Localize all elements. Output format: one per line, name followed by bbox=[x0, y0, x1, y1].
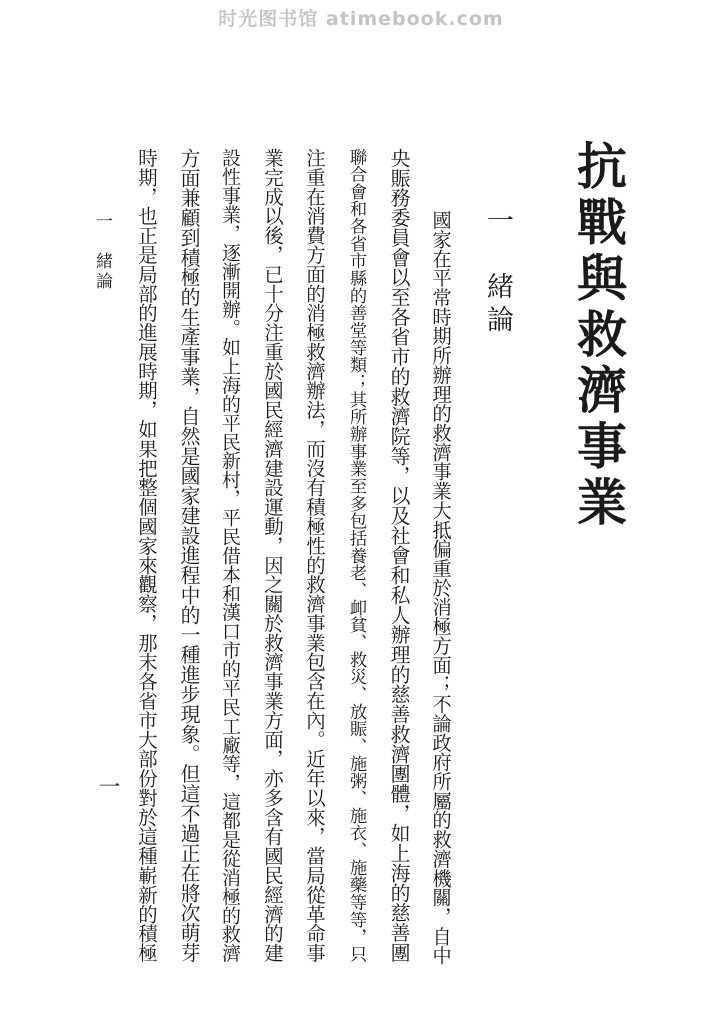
running-head: 一 緒論 bbox=[92, 212, 112, 292]
body-column: 方面兼顧到積極的生產事業，自然是國家建設進程中的一種進步現象。但這不過正在將次萌芽 bbox=[177, 148, 200, 963]
body-column: 注重在消費方面的消極救濟辦法，而沒有積極性的救濟事業包含在內。近年以來，當局從革命事 bbox=[303, 148, 326, 963]
body-column: 業完成以後，已十分注重於國民經濟建設運動，因之關於救濟事業方面，亦多含有國民經濟的建 bbox=[261, 148, 284, 963]
watermark: 时光图书馆 atimebook.com bbox=[218, 8, 504, 30]
body-column: 時期，也正是局部的進展時期，如果把整個國家來觀察，那末各省市大部份對於這種嶄新的積極 bbox=[135, 148, 158, 963]
body-column: 央賑務委員會以至各省市的救濟院等，以及社會和私人辦理的慈善救濟團體，如上海的慈善團 bbox=[387, 148, 410, 963]
body-column: 聯合會和各省市縣的善堂等類；其所辦事業至多包括養老、卹貧、救災、放賑、施粥、施衣、施藥等等，只 bbox=[346, 148, 366, 963]
chapter-title: 抗戰與救濟事業 bbox=[569, 140, 628, 532]
body-column: 國家在平常時期所辦理的救濟事業大抵偏重於消極方面；不論政府所屬的救濟機關，自中 bbox=[429, 210, 452, 966]
section-heading: 一 緒論 bbox=[482, 206, 513, 338]
body-column: 設性事業，逐漸開辦。如上海的平民新村，平民借本和漢口市的平民工廠等，這都是從消極的救濟 bbox=[219, 148, 241, 963]
page-number: 一 bbox=[95, 775, 120, 797]
